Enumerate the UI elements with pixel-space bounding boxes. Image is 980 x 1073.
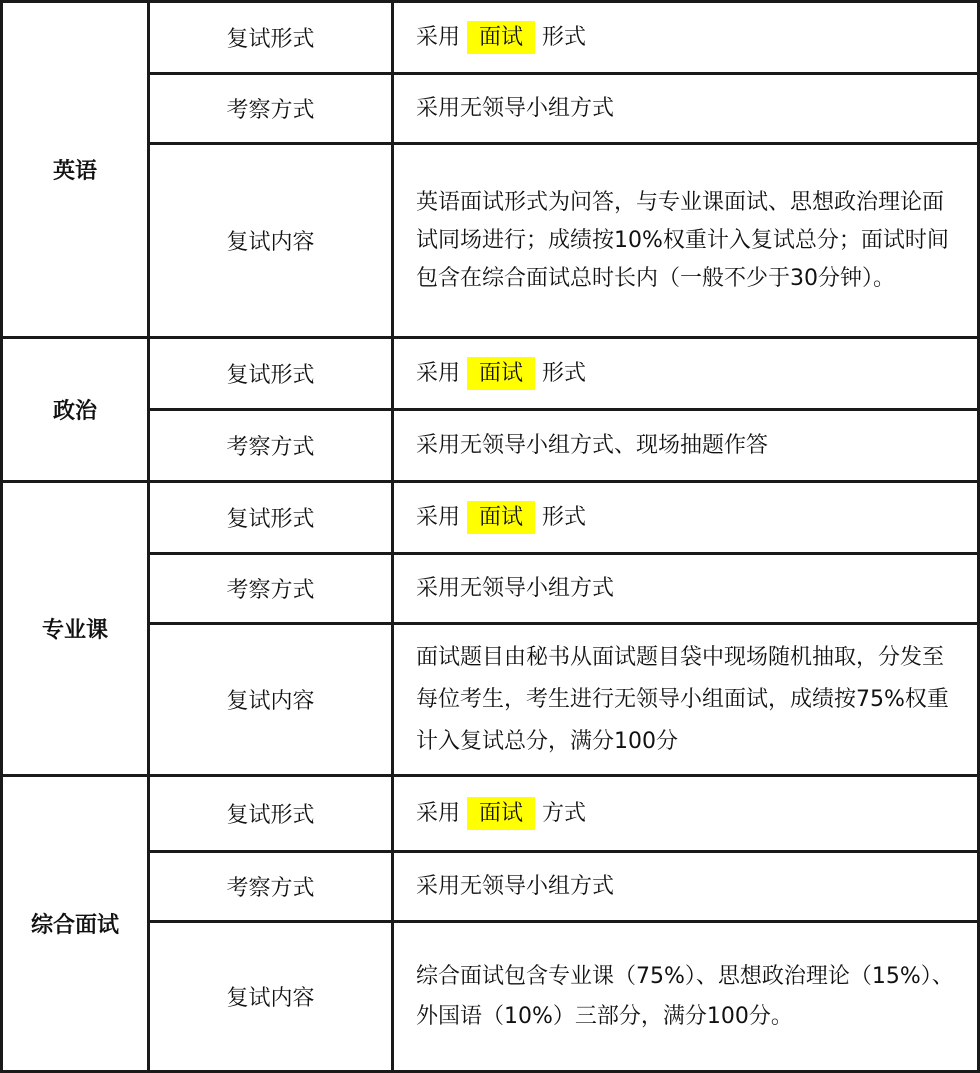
highlighted-term: 面试 bbox=[467, 501, 535, 534]
table-row bbox=[2, 338, 979, 410]
value-suffix: 形式 bbox=[542, 24, 587, 50]
value-suffix: 形式 bbox=[542, 504, 587, 530]
row-value bbox=[393, 482, 979, 554]
table-row bbox=[2, 776, 979, 852]
value-prefix: 采用 bbox=[416, 504, 461, 530]
row-label: 考察方式 bbox=[149, 852, 393, 922]
value-prefix: 采用 bbox=[416, 360, 461, 386]
subject-cell-comprehensive: 综合面试 bbox=[2, 776, 149, 1072]
row-label: 考察方式 bbox=[149, 554, 393, 624]
row-value: 采用无领导小组方式 bbox=[393, 852, 979, 922]
row-label: 复试内容 bbox=[149, 144, 393, 338]
row-value: 采用无领导小组方式、现场抽题作答 bbox=[393, 410, 979, 482]
table-row bbox=[2, 482, 979, 554]
row-label: 复试形式 bbox=[149, 338, 393, 410]
value-prefix: 采用 bbox=[416, 24, 461, 50]
row-label: 复试形式 bbox=[149, 482, 393, 554]
row-value: 采用无领导小组方式 bbox=[393, 554, 979, 624]
table-row bbox=[2, 624, 979, 776]
row-label: 复试形式 bbox=[149, 2, 393, 74]
table-row bbox=[2, 852, 979, 922]
table-row bbox=[2, 410, 979, 482]
row-value bbox=[393, 776, 979, 852]
subject-cell-major: 专业课 bbox=[2, 482, 149, 776]
row-label: 复试内容 bbox=[149, 922, 393, 1072]
row-value bbox=[393, 338, 979, 410]
value-suffix: 方式 bbox=[542, 800, 587, 826]
row-value: 综合面试包含专业课（75%）、思想政治理论（15%）、外国语（10%）三部分，满分100分。 bbox=[393, 922, 979, 1072]
row-value: 英语面试形式为问答，与专业课面试、思想政治理论面试同场进行；成绩按10%权重计入复试总分；面试时间包含在综合面试总时长内（一般不少于30分钟）。 bbox=[393, 144, 979, 338]
highlighted-term: 面试 bbox=[467, 21, 535, 54]
table-row bbox=[2, 74, 979, 144]
value-prefix: 采用 bbox=[416, 800, 461, 826]
table-row bbox=[2, 554, 979, 624]
subject-cell-politics: 政治 bbox=[2, 338, 149, 482]
row-label: 复试形式 bbox=[149, 776, 393, 852]
row-value: 面试题目由秘书从面试题目袋中现场随机抽取，分发至每位考生，考生进行无领导小组面试，成绩按75%权重计入复试总分，满分100分 bbox=[393, 624, 979, 776]
value-suffix: 形式 bbox=[542, 360, 587, 386]
row-label: 考察方式 bbox=[149, 410, 393, 482]
table-row bbox=[2, 2, 979, 74]
subject-cell-english: 英语 bbox=[2, 2, 149, 338]
row-value: 采用无领导小组方式 bbox=[393, 74, 979, 144]
table-row bbox=[2, 144, 979, 338]
row-label: 考察方式 bbox=[149, 74, 393, 144]
row-value bbox=[393, 2, 979, 74]
highlighted-term: 面试 bbox=[467, 797, 535, 830]
row-label: 复试内容 bbox=[149, 624, 393, 776]
highlighted-term: 面试 bbox=[467, 357, 535, 390]
table-row bbox=[2, 922, 979, 1072]
